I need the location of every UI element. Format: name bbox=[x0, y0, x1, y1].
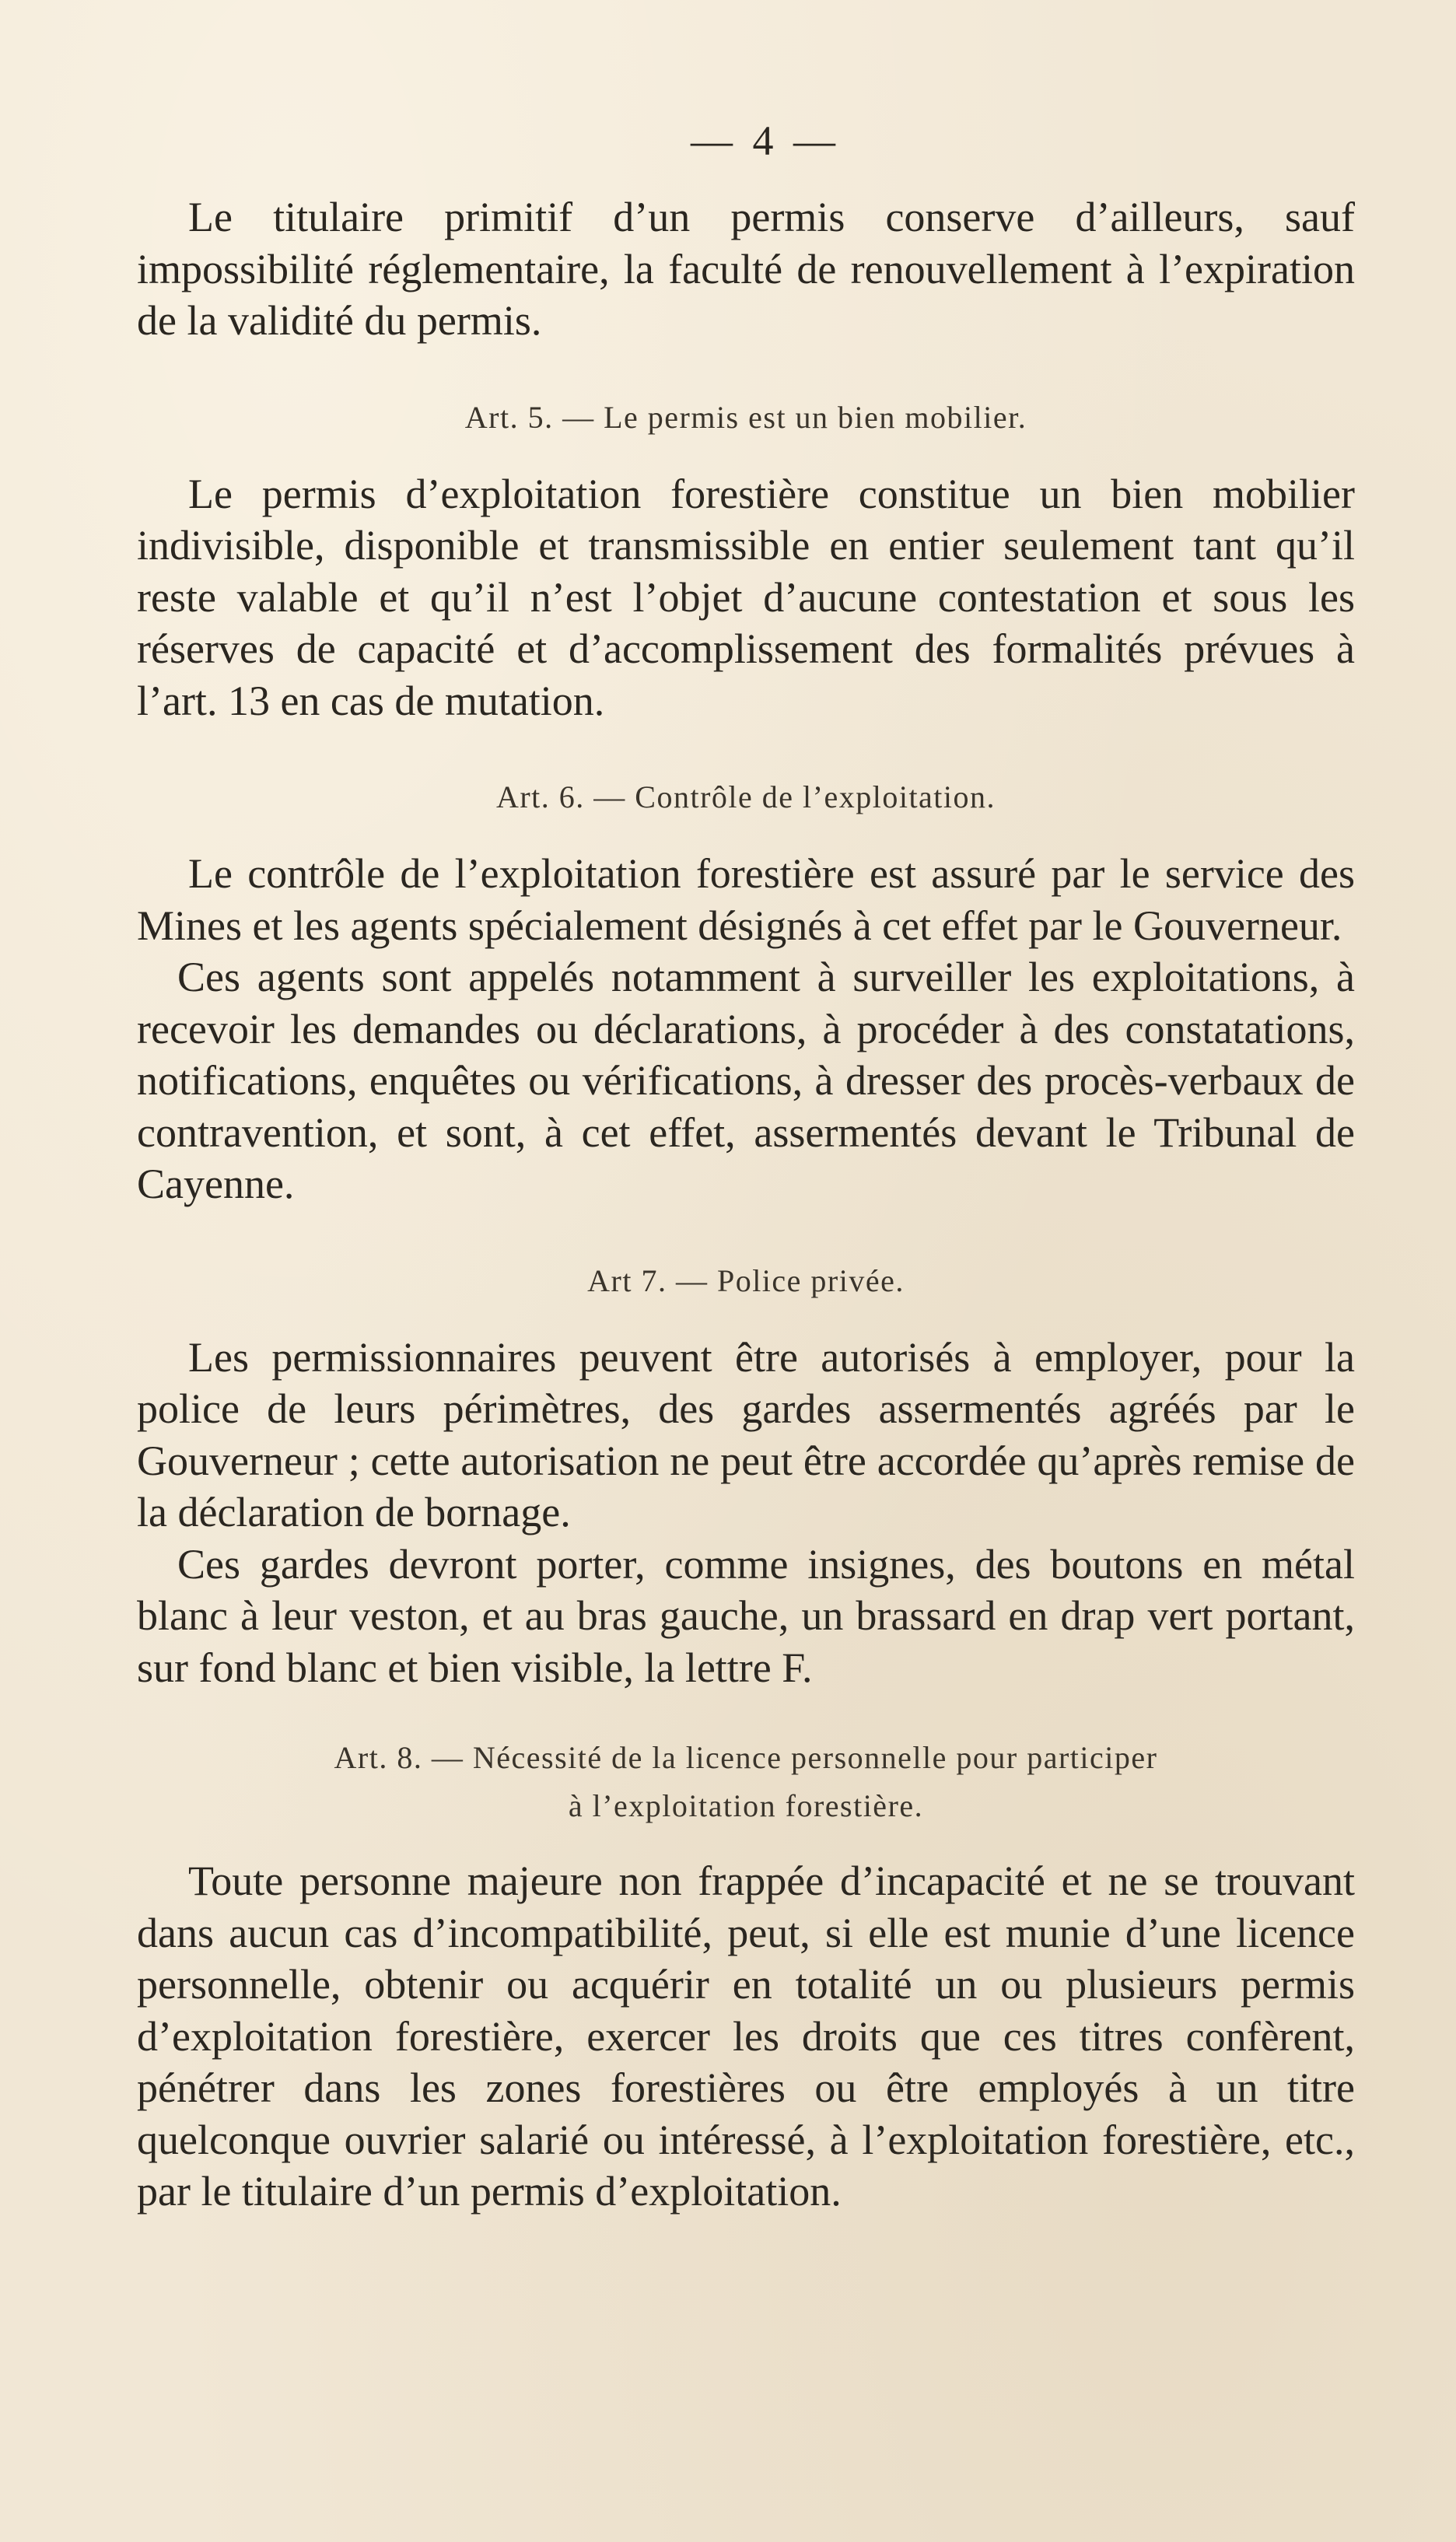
article-5-paragraph: Le permis d’exploitation forestière constitue un bien mobilier indivisible, disponible et transmissible en entier seulement tant qu’il reste valable et qu’il n’est l’objet d’aucune contestation et sous les réserves de capacité et d’accomplissement des formalités prévues à l’art. 13 en cas de mutation. bbox=[137, 470, 1355, 724]
article-7-paragraph-2: Ces gardes devront porter, comme insignes, des boutons en métal blanc à leur veston, et au bras gauche, un brassard en drap vert portant, sur fond blanc et bien visible, la lettre F. bbox=[137, 1540, 1355, 1691]
article-7-paragraph-1: Les permissionnaires peuvent être autorisés à employer, pour la police de leurs périmètres, des gardes assermentés agréés par le Gouverneur ; cette autorisation ne peut être accordée qu’après remise de la déclaration de bornage. bbox=[137, 1333, 1355, 1535]
article-6-heading: Art. 6. — Contrôle de l’exploitation. bbox=[495, 779, 996, 814]
article-8-heading-line-1: Art. 8. — Nécessité de la licence personnelle pour participer bbox=[334, 1740, 1158, 1775]
article-5-heading: Art. 5. — Le permis est un bien mobilier. bbox=[464, 399, 1027, 435]
article-6-paragraph-1: Le contrôle de l’exploitation forestière est assuré par le service des Mines et les agents spécialement désignés à cet effet par le Gouverneur. bbox=[137, 850, 1355, 949]
article-7-heading: Art 7. — Police privée. bbox=[587, 1262, 905, 1298]
intro-paragraph: Le titulaire primitif d’un permis conserve d’ailleurs, sauf impossibilité réglementaire, la faculté de renouvellement à l’expiration de la validité du permis. bbox=[137, 194, 1355, 344]
page-content bbox=[137, 117, 1355, 2450]
article-8-paragraph: Toute personne majeure non frappée d’incapacité et ne se trouvant dans aucun cas d’incompatibilité, peut, si elle est munie d’une licence personnelle, obtenir ou acquérir en totalité un ou plusieurs permis d’exploitation forestière, exercer les droits que ces titres confèrent, pénétrer dans les zones forestières ou être employés à un titre quelconque ouvrier salarié ou intéressé, à l’exploitation forestière, etc., par le titulaire d’un permis d’exploitation. bbox=[137, 1857, 1355, 2215]
page-number: — 4 — bbox=[691, 117, 840, 164]
article-6-paragraph-2: Ces agents sont appelés notamment à surveiller les exploitations, à recevoir les demandes ou déclarations, à procéder à des constatations, notifications, enquêtes ou vérifications, à dresser des procès-verbaux de contravention, et sont, à cet effet, assermentés devant le Tribunal de Cayenne. bbox=[137, 954, 1355, 1207]
article-8-heading-line-2: à l’exploitation forestière. bbox=[568, 1788, 924, 1823]
article-8-heading bbox=[137, 1734, 1355, 1830]
